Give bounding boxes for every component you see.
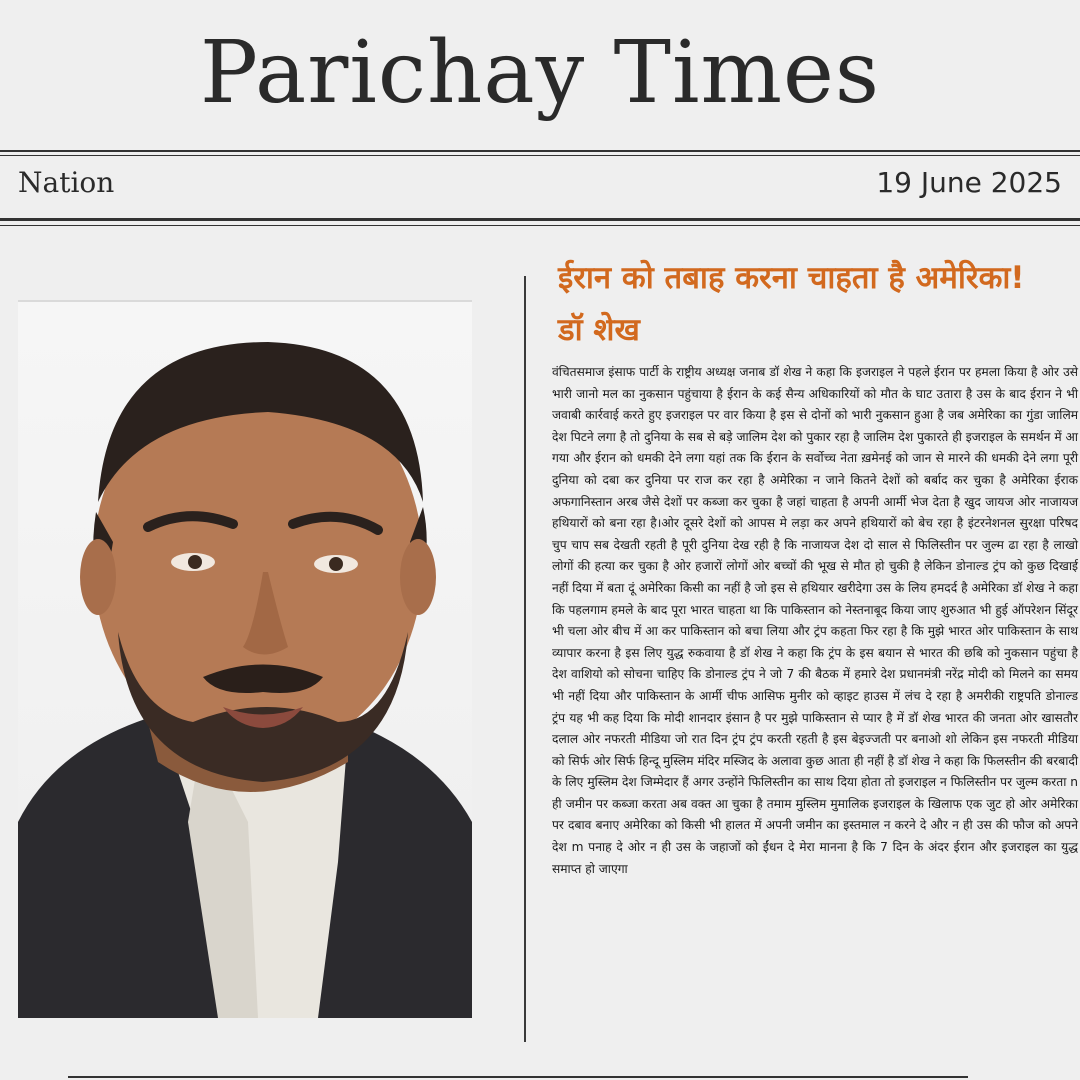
column-divider — [524, 276, 526, 1042]
portrait-photo — [18, 300, 472, 1018]
article-body: वंचितसमाज इंसाफ पार्टी के राष्ट्रीय अध्यक्ष जनाब डॉ शेख ने कहा कि इजराइल ने पहले ईरान पर हमला किया है ओर उसे भारी जानो मल का नुकसान पहुंचाया है ईरान के कई सैन्य अधिकारियों को मौत के घाट उतारा है उस के बाद ईरान ने भी जवाबी कार्रवाई करते हुए इजराइल पर वार किया है इस से दोनों को भारी नुकसान हुआ है जब अमेरिका का गुंडा जालिम देश पिटने लगा है तो दुनिया के सब से बड़े जालिम देश को पुकार रहा है जालिम देश पुकारते ही इजराइल के समर्थन में आ गया और ईरान को धमकी देने लगा यहां तक कि ईरान के सर्वोच्च नेता ख़मेनई को जान से मारने की धमकी देने लगा पूरी दुनिया को दबा कर दुनिया पर राज कर रहा है अमेरिका न जाने कितने देशों को बर्बाद कर चुका है अमेरिका ईराक अफगानिस्तान अरब जैसे देशों पर कब्जा कर चुका है जहां चाहता है अपनी आर्मी भेज देता है खुद जायज ओर नाजायज हथियारों को बना रहा है।ओर दूसरे देशों को आपस मे लड़ा कर अपने हथियारों को बेच रहा है इंटरनेशनल सुरक्षा परिषद चुप चाप सब देखती रहती है पूरी दुनिया देख रही है कि नाजायज देश दो साल से फिलिस्तीन पर जुल्म ढा रहा है लाखो लोगों की हत्या कर चुका है ओर हजारों लोगों ओर बच्चों की भूख से मौत हो चुकी है लेकिन डोनाल्ड ट्रंप को कुछ दिखाई नहीं दिया में बता दूं अमेरिका किसी का नहीं है जो इस से हथियार खरीदेगा उस के लिय हमदर्द है अमेरिका डॉ शेख ने कहा कि पहलगाम हमले के बाद पूरा भारत चाहता था कि पाकिस्तान को नेस्तनाबूद किया जाए शुरुआत भी हुई ऑपरेशन सिंदूर भी चला ओर बीच में आ कर पाकिस्तान को बचा लिया और ट्रंप कहता फिर रहा है कि मुझे भारत ओर पाकिस्तान के साथ व्यापार करना है इस लिए युद्ध रुकवाया है डॉ शेख ने कहा कि ट्रंप के इस बयान से भारत की छबि को नुकसान पहुंचा है देश वाशियो को सोचना चाहिए कि डोनाल्ड ट्रंप ने जो 7 की बैठक में हमारे देश प्रधानमंत्री नरेंद्र मोदी को मिलने का समय भी नहीं दिया और पाकिस्तान के आर्मी चीफ आसिफ मुनीर को व्हाइट हाउस में लंच दे रहा है अमरीकी राष्ट्रपति डोनाल्ड ट्रंप यह भी कह दिया कि मोदी शानदार इंसान है पर मुझे पाकिस्तान से प्यार है में डॉ शेख भारत की जनता ओर खासतौर दलाल ओर नफरती मीडिया जो रात दिन ट्रंप ट्रंप करती रहती है इस बेइज्जती पर बनाओ शो लेकिन इस नफरती मीडिया को सिर्फ ओर सिर्फ हिन्दू मुस्लिम मंदिर मस्जिद के अलावा कुछ आता ही नहीं है डॉ शेख ने कहा कि फिलस्तीन की बरबादी के लिए मुस्लिम देश जिम्मेदार हैं अगर उन्होंने फिलिस्तीन का साथ दिया होता तो इजराइल न फिलिस्तीन पर जुल्म करता n ही जमीन पर कब्जा करता अब वक्त आ चुका है तमाम मुस्लिम मुमालिक इजराइल के खिलाफ एक जुट हो ओर अमेरिका पर दबाव बनाए अमेरिका को किसी भी हालत में अपनी जमीन का इस्तमाल न करने दे और न ही उस की फौज को अपने देश m पनाह दे ओर न ही उस के जहाजों को ईंधन दे मेरा मानना है कि 7 दिन के अंदर ईरान और इजराइल का युद्ध समाप्त हो जाएगा — [552, 365, 1078, 876]
article-headline: ईरान को तबाह करना चाहता है अमेरिका! डॉ शेख — [558, 260, 1025, 348]
masthead-title: Parichay Times — [199, 23, 881, 123]
dateline-rule-thin — [0, 225, 1080, 226]
issue-date: 19 June 2025 — [876, 166, 1062, 199]
top-rule — [0, 150, 1080, 152]
dateline-rule — [0, 218, 1080, 221]
section-label: Nation — [18, 166, 115, 199]
bottom-rule — [68, 1076, 968, 1078]
top-rule-thin — [0, 155, 1080, 156]
portrait-illustration — [18, 302, 472, 1018]
